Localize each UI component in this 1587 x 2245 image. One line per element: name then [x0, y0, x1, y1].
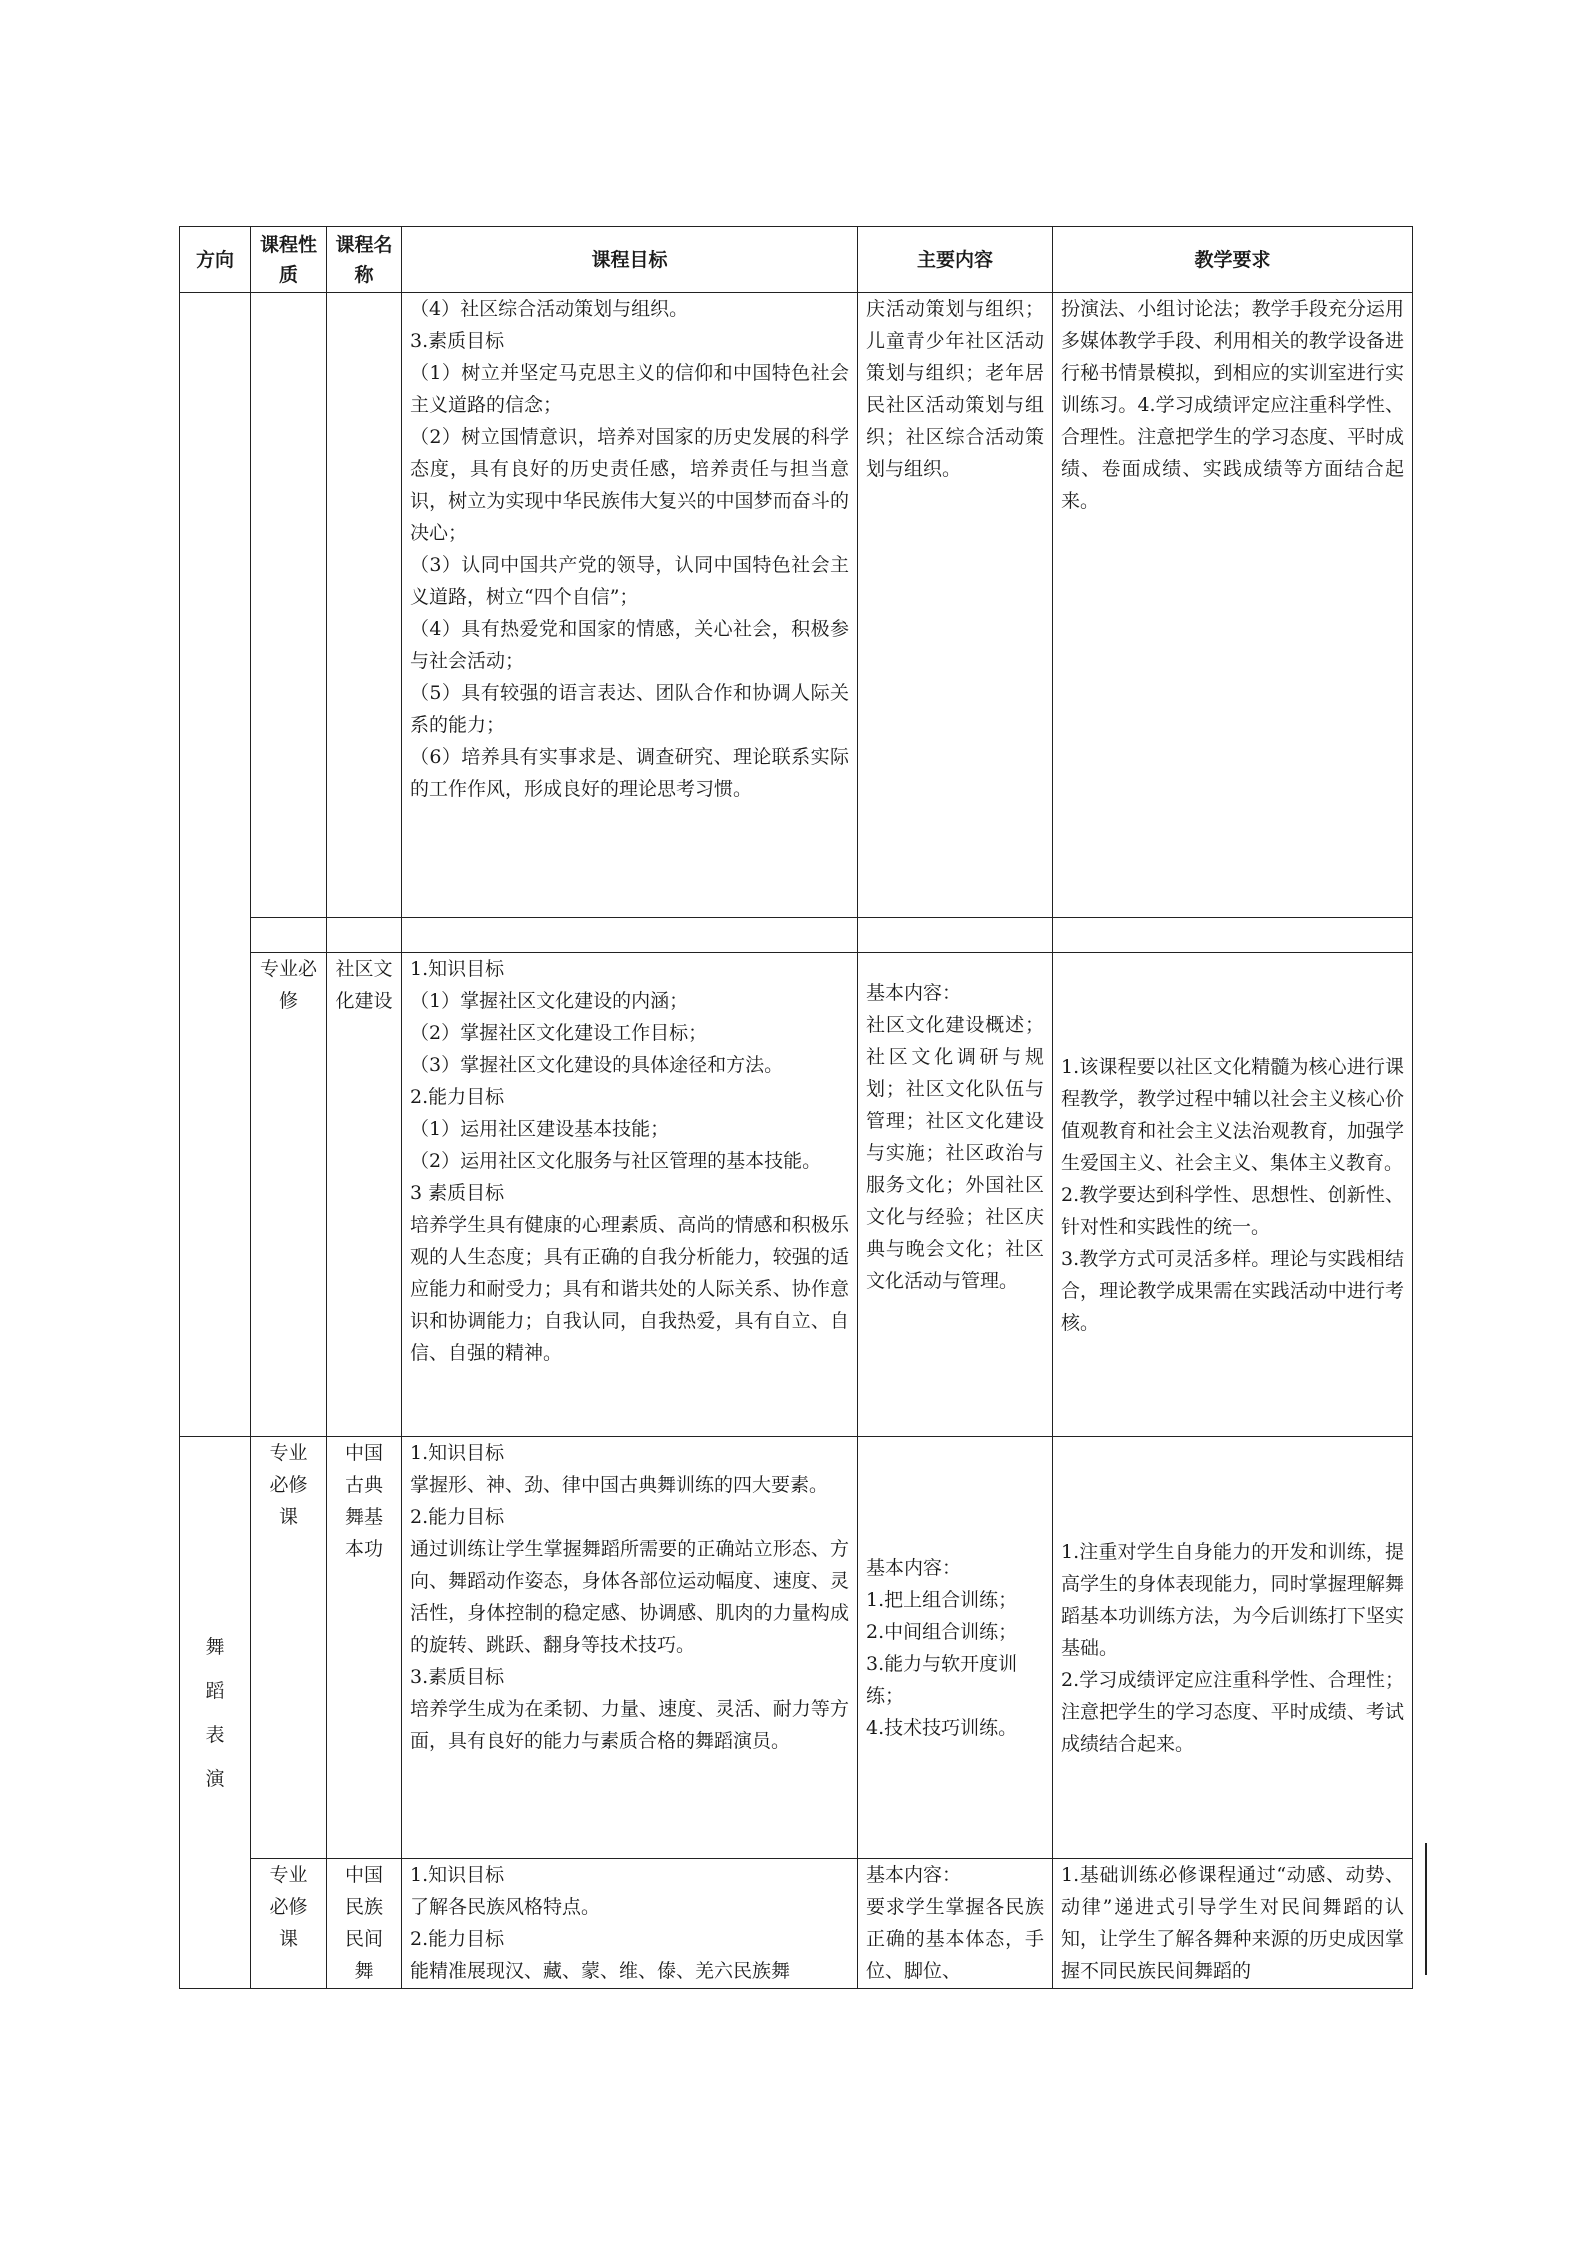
requirements-cell [1053, 1437, 1413, 1859]
name-cell: 中国民族民间舞 [327, 1859, 402, 1989]
goals-cell [402, 1859, 858, 1989]
nature-cell [251, 293, 327, 918]
content-cell [858, 293, 1053, 918]
goal-line: 1.知识目标 [410, 1864, 505, 1886]
goal-line: 了解各民族风格特点。 [410, 1896, 601, 1918]
content-line: 基本内容： [866, 1864, 962, 1886]
requirements-text: 扮演法、小组讨论法；教学手段充分运用多媒体教学手段、利用相关的教学设备进行秘书情景模拟，到相应的实训室进行实训练习。4.学习成绩评定应注重科学性、合理性。注意把学生的学习态度、平时成绩、卷面成绩、实践成绩等方面结合起来。 [1061, 298, 1404, 512]
goal-line: （1）掌握社区文化建设的内涵； [410, 990, 689, 1012]
nature-cell: 专业必修 [251, 953, 327, 1437]
content-line: 社区文化建设概述；社区文化调研与规划；社区文化队伍与管理；社区文化建设与实施；社区政治与服务文化；外国社区文化与经验；社区庆典与晚会文化；社区文化活动与管理。 [866, 1014, 1044, 1292]
content-line: 4.技术技巧训练。 [866, 1716, 1018, 1739]
direction-cell-community [180, 293, 251, 1437]
goals-cell [402, 953, 858, 1437]
content-cell-empty [858, 918, 1053, 953]
direction-cell-dance: 舞蹈表演 [180, 1437, 251, 1989]
requirements-cell [1053, 953, 1413, 1437]
goal-line: 通过训练让学生掌握舞蹈所需要的正确站立形态、方向、舞蹈动作姿态，身体各部位运动幅度、速度、灵活性，身体控制的稳定感、协调感、肌肉的力量构成的旋转、跳跃、翻身等技术技巧。 [410, 1538, 849, 1656]
requirement-line: 1.该课程要以社区文化精髓为核心进行课程教学，教学过程中辅以社会主义核心价值观教育和社会主义法治观教育，加强学生爱国主义、社会主义、集体主义教育。 [1061, 1055, 1404, 1174]
goals-cell [402, 293, 858, 918]
content-cell [858, 1859, 1053, 1989]
goal-line: （1）运用社区建设基本技能； [410, 1118, 670, 1140]
content-line: 要求学生掌握各民族正确的基本体态，手位、脚位、 [866, 1896, 1044, 1982]
requirement-line: 2.教学要达到科学性、思想性、创新性、针对性和实践性的统一。 [1061, 1183, 1404, 1238]
goal-line: 能精准展现汉、藏、蒙、维、傣、羌六民族舞 [410, 1960, 791, 1982]
content-line: 1.把上组合训练； [866, 1588, 1018, 1611]
goal-line: （5）具有较强的语言表达、团队合作和协调人际关系的能力； [410, 682, 849, 736]
table-row [180, 1859, 1413, 1989]
nature-cell: 专业必修课 [251, 1859, 327, 1989]
goal-line: （2）树立国情意识，培养对国家的历史发展的科学态度，具有良好的历史责任感，培养责任与担当意识，树立为实现中华民族伟大复兴的中国梦而奋斗的决心； [410, 426, 849, 544]
curriculum-table [179, 226, 1413, 1989]
goal-line: 1.知识目标 [410, 1442, 505, 1464]
table-row [180, 1437, 1413, 1859]
nature-cell-empty [251, 918, 327, 953]
table-row [180, 293, 1413, 918]
requirements-cell-empty [1053, 918, 1413, 953]
goal-line: （6）培养具有实事求是、调查研究、理论联系实际的工作作风，形成良好的理论思考习惯。 [410, 746, 849, 800]
goal-line: 2.能力目标 [410, 1086, 505, 1108]
goal-line: （3）掌握社区文化建设的具体途径和方法。 [410, 1054, 784, 1076]
requirements-cell [1053, 293, 1413, 918]
name-cell-empty [327, 918, 402, 953]
name-cell: 中国古典舞基本功 [327, 1437, 402, 1859]
content-line: 基本内容： [866, 1556, 962, 1579]
nature-cell: 专业必修课 [251, 1437, 327, 1859]
table-row [180, 953, 1413, 1437]
content-line: 基本内容： [866, 982, 962, 1004]
header-course-name: 课程名称 [327, 227, 402, 293]
goal-line: 1.知识目标 [410, 958, 505, 980]
header-main-content: 主要内容 [858, 227, 1053, 293]
goal-line: 2.能力目标 [410, 1506, 505, 1528]
goal-line: 2.能力目标 [410, 1928, 505, 1950]
name-cell: 社区文化建设 [327, 953, 402, 1437]
goal-line: 培养学生成为在柔韧、力量、速度、灵活、耐力等方面，具有良好的能力与素质合格的舞蹈演员。 [410, 1698, 849, 1752]
goal-line: 掌握形、神、劲、律中国古典舞训练的四大要素。 [410, 1474, 829, 1496]
goal-line: （3）认同中国共产党的领导，认同中国特色社会主义道路，树立“四个自信”； [410, 554, 849, 608]
requirement-line: 1.注重对学生自身能力的开发和训练，提高学生的身体表现能力，同时掌握理解舞蹈基本功训练方法，为今后训练打下坚实基础。 [1061, 1540, 1404, 1659]
header-course-goals: 课程目标 [402, 227, 858, 293]
goal-line: 培养学生具有健康的心理素质、高尚的情感和积极乐观的人生态度；具有正确的自我分析能力，较强的适应能力和耐受力；具有和谐共处的人际关系、协作意识和协调能力；自我认同，自我热爱，具有自立、自信、自强的精神。 [410, 1214, 849, 1364]
goals-cell [402, 1437, 858, 1859]
content-line: 2.中间组合训练； [866, 1620, 1018, 1643]
goal-line: （4）社区综合活动策划与组织。 [410, 298, 689, 320]
content-cell [858, 953, 1053, 1437]
name-cell [327, 293, 402, 918]
goal-line: （2）掌握社区文化建设工作目标； [410, 1022, 708, 1044]
header-course-nature: 课程性质 [251, 227, 327, 293]
requirement-line: 3.教学方式可灵活多样。理论与实践相结合，理论教学成果需在实践活动中进行考核。 [1061, 1247, 1404, 1334]
goals-cell-empty [402, 918, 858, 953]
content-text: 庆活动策划与组织；儿童青少年社区活动策划与组织；老年居民社区活动策划与组织；社区综合活动策划与组织。 [866, 298, 1044, 480]
goal-line: （4）具有热爱党和国家的情感，关心社会，积极参与社会活动； [410, 618, 849, 672]
goal-line: （2）运用社区文化服务与社区管理的基本技能。 [410, 1150, 822, 1172]
table-header-row [180, 227, 1413, 293]
header-teaching-requirements: 教学要求 [1053, 227, 1413, 293]
goal-line: 3.素质目标 [410, 1666, 505, 1688]
header-direction: 方向 [180, 227, 251, 293]
content-cell [858, 1437, 1053, 1859]
requirements-cell [1053, 1859, 1413, 1989]
table-row-empty [180, 918, 1413, 953]
revision-bar [1425, 1843, 1427, 1975]
requirements-text: 1.基础训练必修课程通过“动感、动势、动律”递进式引导学生对民间舞蹈的认知，让学生了解各舞种来源的历史成因掌握不同民族民间舞蹈的 [1061, 1864, 1404, 1982]
goal-line: （1）树立并坚定马克思主义的信仰和中国特色社会主义道路的信念； [410, 362, 849, 416]
requirement-line: 2.学习成绩评定应注重科学性、合理性；注意把学生的学习态度、平时成绩、考试成绩结合起来。 [1061, 1668, 1404, 1755]
goal-line: 3.素质目标 [410, 330, 505, 352]
content-line: 3.能力与软开度训练； [866, 1652, 1018, 1707]
goal-line: 3 素质目标 [410, 1182, 505, 1204]
